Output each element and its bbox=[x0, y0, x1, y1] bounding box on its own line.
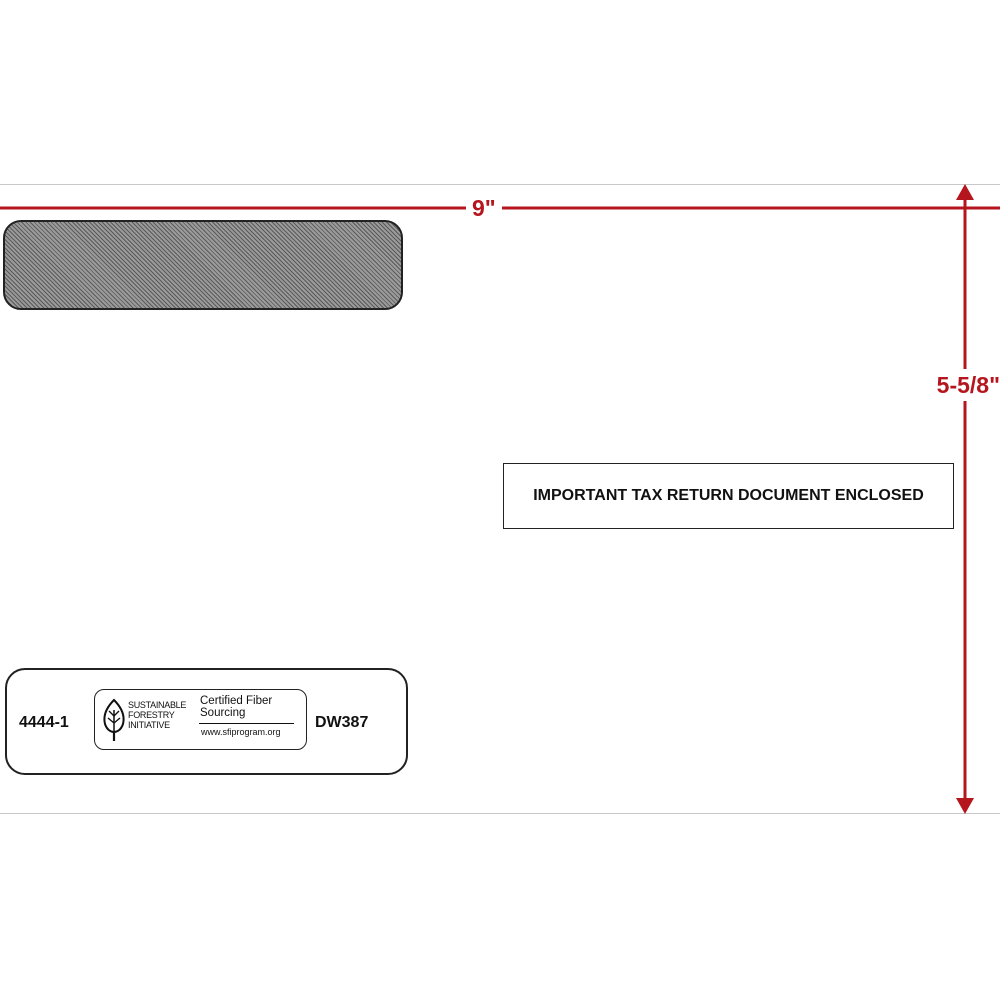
sfi-name bbox=[128, 700, 186, 730]
sfi-divider bbox=[199, 723, 294, 724]
arrow-up-icon bbox=[956, 184, 974, 200]
sfi-url: www.sfiprogram.org bbox=[201, 727, 281, 737]
sfi-certification bbox=[200, 695, 272, 719]
footer-window bbox=[5, 668, 408, 775]
arrow-down-icon bbox=[956, 798, 974, 814]
sfi-name-line: INITIATIVE bbox=[128, 720, 170, 730]
product-code: DW387 bbox=[315, 714, 369, 731]
sfi-cert-line: Certified Fiber bbox=[200, 695, 273, 707]
sfi-badge bbox=[94, 689, 307, 750]
tax-notice-box bbox=[503, 463, 954, 529]
height-label: 5-5/8" bbox=[937, 369, 1000, 401]
tree-leaf-icon bbox=[101, 698, 127, 742]
form-number: 4444-1 bbox=[19, 714, 69, 731]
sfi-name-line: SUSTAINABLE bbox=[128, 700, 187, 710]
tax-notice-text: IMPORTANT TAX RETURN DOCUMENT ENCLOSED bbox=[533, 487, 924, 504]
sfi-cert-line: Sourcing bbox=[200, 707, 246, 719]
sfi-name-line: FORESTRY bbox=[128, 710, 175, 720]
width-label: 9" bbox=[466, 194, 502, 222]
